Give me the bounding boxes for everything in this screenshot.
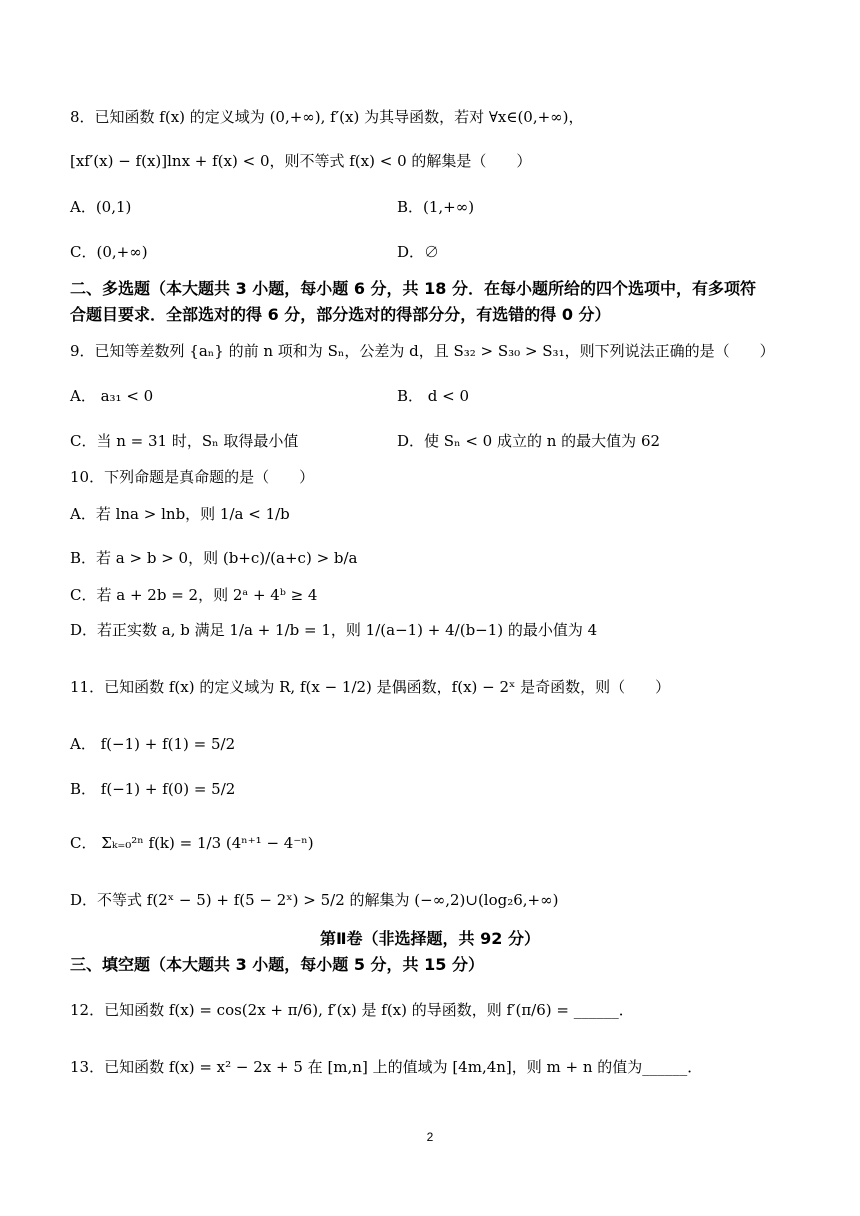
q9-stem: 9．已知等差数列 {aₙ} 的前 n 项和为 Sₙ，公差为 d，且 S₃₂ > S₃₀ > S₃₁，则下列说法正确的是（ ） [70, 342, 775, 360]
q11-option-c: C． Σₖ₌₀²ⁿ f(k) = 1/3 (4ⁿ⁺¹ − 4⁻ⁿ) [70, 834, 314, 852]
q10-option-d: D．若正实数 a, b 满足 1/a + 1/b = 1，则 1/(a−1) + 4/(b−1) 的最小值为 4 [70, 621, 598, 639]
q9-option-b: B． d < 0 [397, 387, 470, 405]
section2-heading-line2: 合题目要求．全部选对的得 6 分，部分选对的得部分分，有选错的得 0 分） [70, 305, 611, 324]
q10-option-b: B．若 a > b > 0，则 (b+c)/(a+c) > b/a [70, 549, 358, 567]
q11-stem: 11．已知函数 f(x) 的定义域为 R, f(x − 1/2) 是偶函数，f(x) − 2ˣ 是奇函数，则（ ） [70, 678, 671, 696]
q8-option-c: C．(0,+∞) [70, 243, 148, 261]
q11-option-a: A． f(−1) + f(1) = 5/2 [70, 735, 236, 753]
q8-option-d: D．∅ [397, 243, 440, 261]
q9-option-d: D．使 Sₙ < 0 成立的 n 的最大值为 62 [397, 432, 661, 450]
q12-stem: 12．已知函数 f(x) = cos(2x + π/6), f′(x) 是 f(x) 的导函数，则 f′(π/6) = ______． [70, 1001, 634, 1019]
q8-option-b: B．(1,+∞) [397, 198, 475, 216]
section2-heading-line1: 二、多选题（本大题共 3 小题，每小题 6 分，共 18 分．在每小题所给的四个选项中，有多项符 [70, 279, 756, 298]
part2-title: 第Ⅱ卷（非选择题，共 92 分） [320, 929, 540, 948]
q11-option-d: D．不等式 f(2ˣ − 5) + f(5 − 2ˣ) > 5/2 的解集为 (−∞,2)∪(log₂6,+∞) [70, 891, 559, 909]
q8-option-a: A．(0,1) [70, 198, 132, 216]
q9-option-a: A． a₃₁ < 0 [70, 387, 154, 405]
q13-stem: 13．已知函数 f(x) = x² − 2x + 5 在 [m,n] 上的值域为 [4m,4n]，则 m + n 的值为______． [70, 1058, 703, 1076]
q10-stem: 10．下列命题是真命题的是（ ） [70, 468, 315, 486]
section3-heading: 三、填空题（本大题共 3 小题，每小题 5 分，共 15 分） [70, 955, 484, 974]
page-number: 2 [426, 1130, 434, 1144]
q10-option-c: C．若 a + 2b = 2，则 2ᵃ + 4ᵇ ≥ 4 [70, 586, 318, 604]
q10-option-a: A．若 lna > lnb，则 1/a < 1/b [70, 505, 290, 523]
q8-stem-line1: 8．已知函数 f(x) 的定义域为 (0,+∞), f′(x) 为其导函数，若对 ∀x∈(0,+∞)， [70, 108, 584, 126]
q9-option-c: C．当 n = 31 时，Sₙ 取得最小值 [70, 432, 299, 450]
q11-option-b: B． f(−1) + f(0) = 5/2 [70, 780, 236, 798]
q8-stem-line2: [xf′(x) − f(x)]lnx + f(x) < 0，则不等式 f(x) < 0 的解集是（ ） [70, 152, 532, 170]
